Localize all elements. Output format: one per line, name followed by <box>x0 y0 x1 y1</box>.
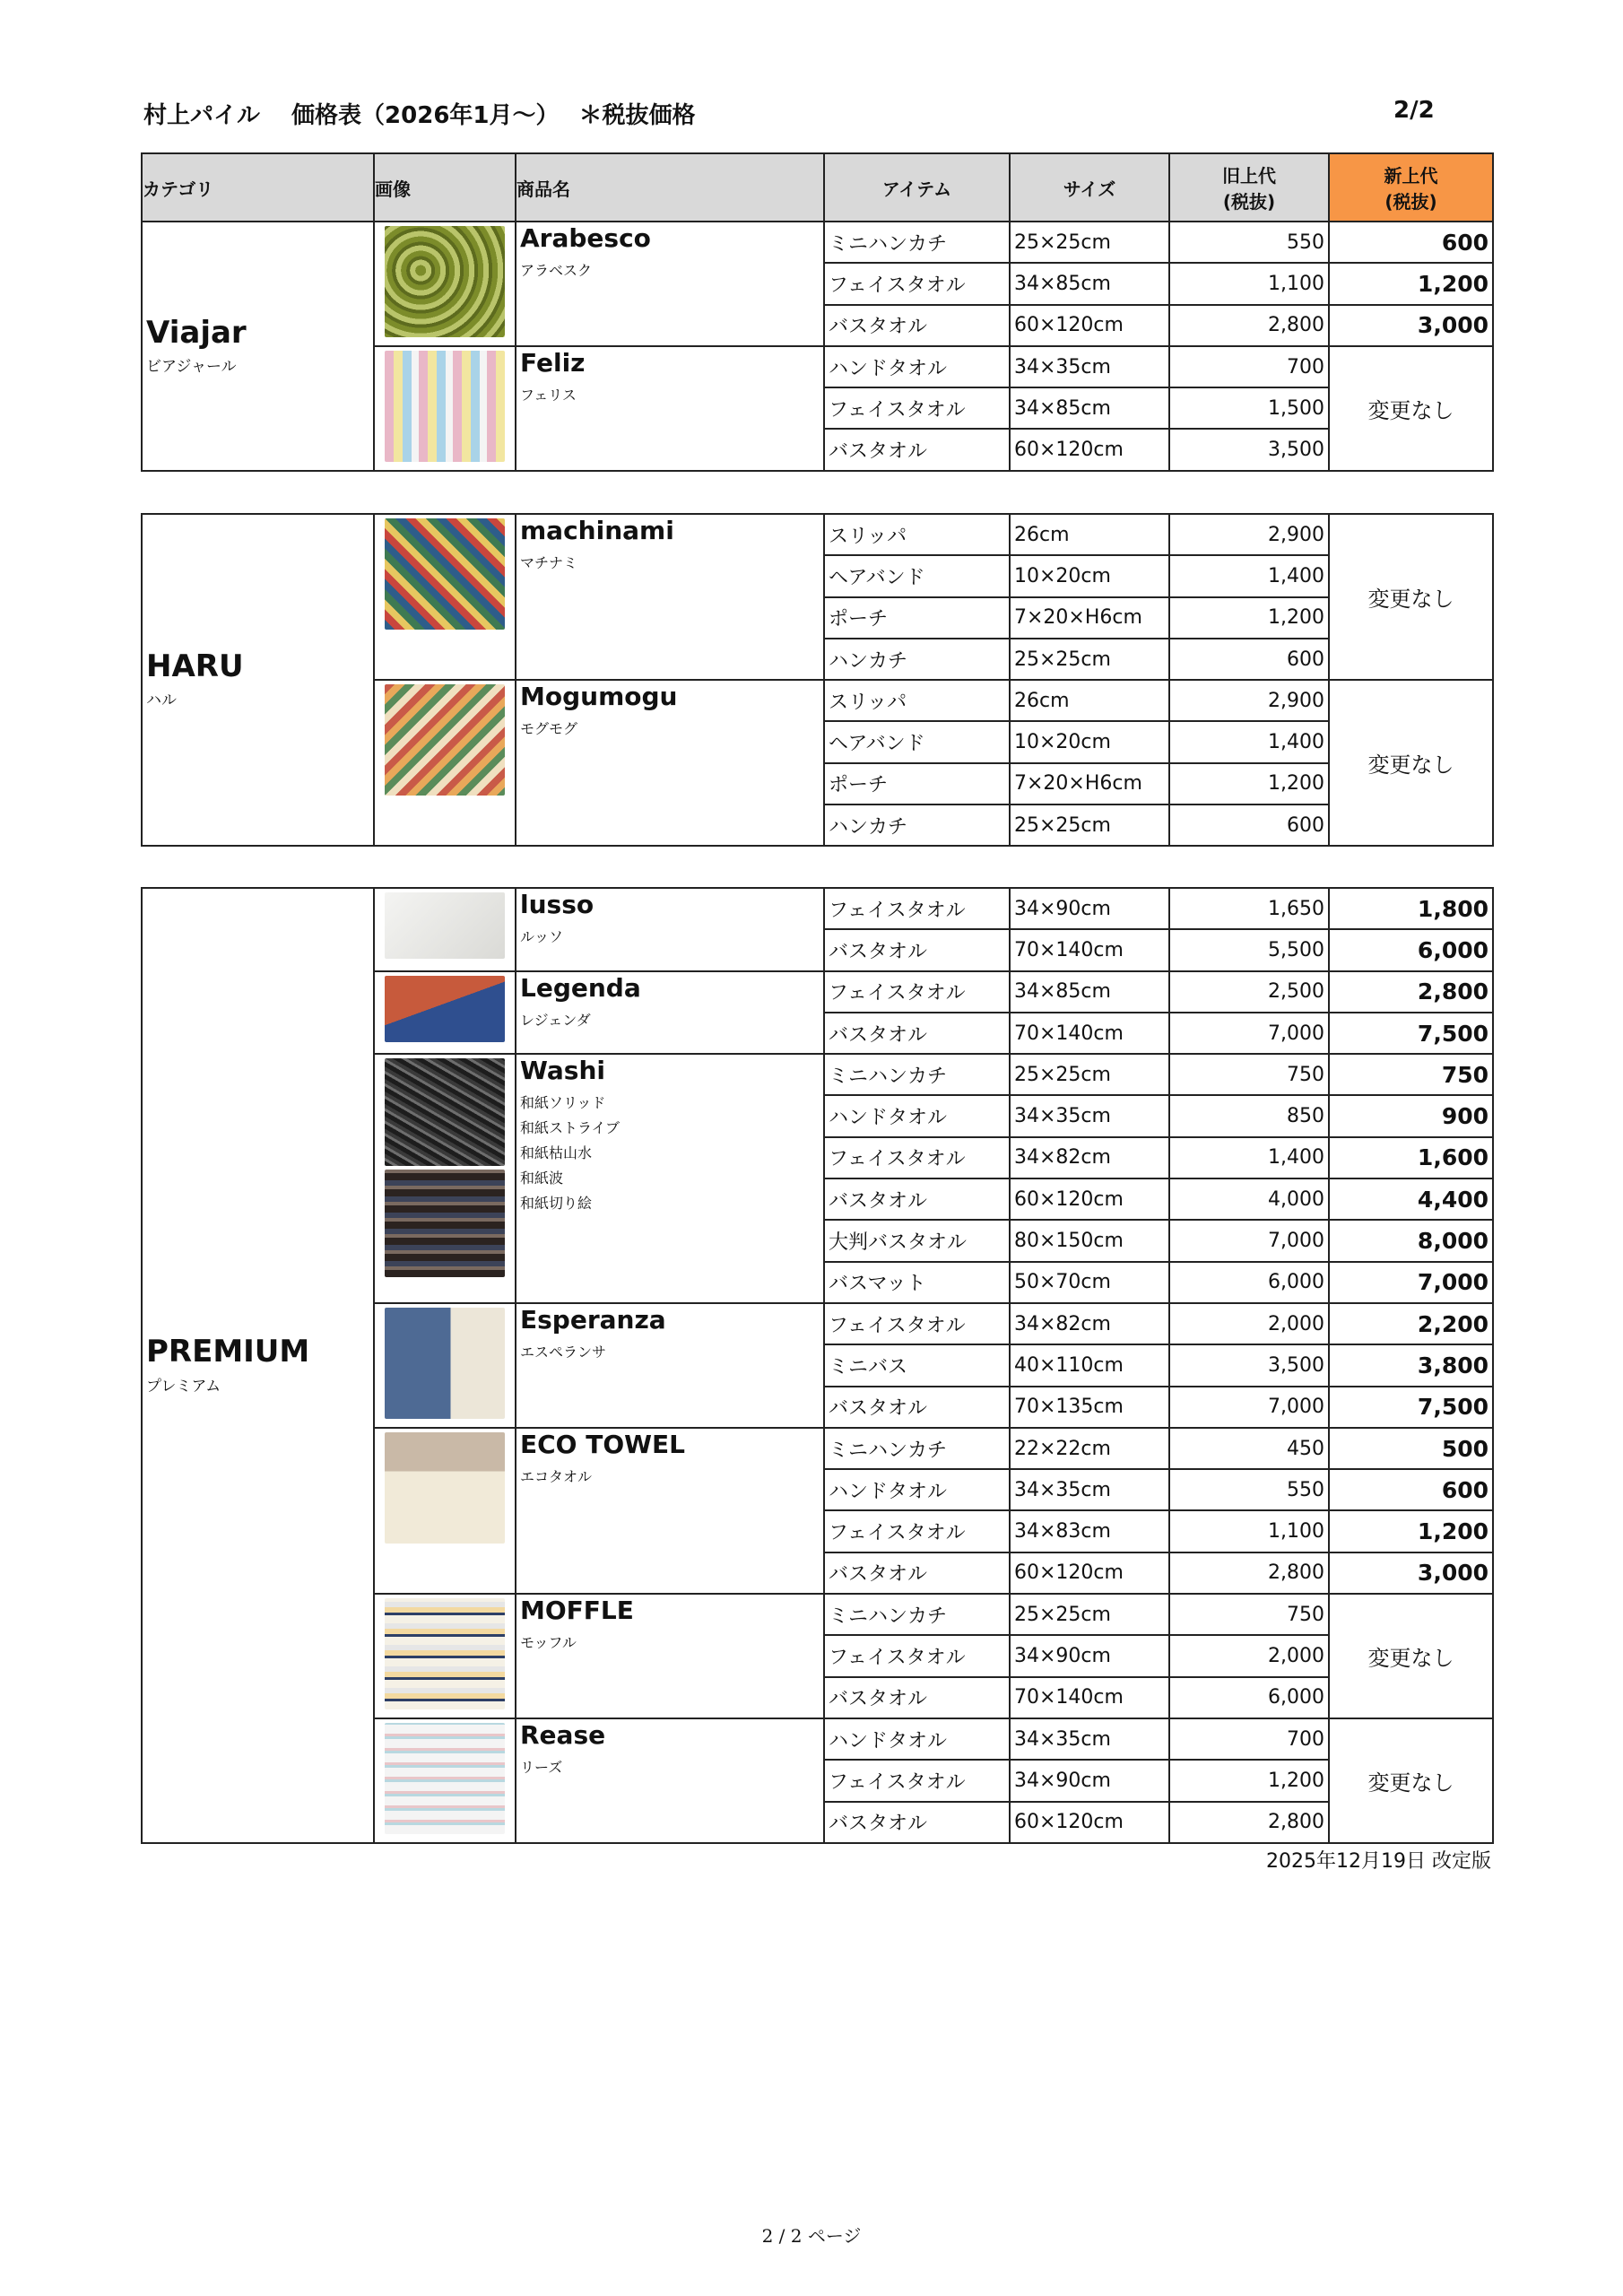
product-image-cell <box>374 1594 516 1718</box>
item-cell: ハンドタオル <box>824 346 1010 387</box>
size-cell: 25×25cm <box>1010 222 1169 263</box>
old-price-cell: 5,500 <box>1169 929 1329 970</box>
product-kana: 和紙ソリッド 和紙ストライブ 和紙枯山水 和紙波 和紙切り絵 <box>520 1094 621 1213</box>
product-kana: リーズ <box>520 1759 563 1777</box>
product-image-cell <box>374 971 516 1055</box>
footer-page-number: 2 / 2 ページ <box>761 2225 862 2247</box>
old-price-cell: 1,200 <box>1169 763 1329 804</box>
old-price-cell: 1,100 <box>1169 263 1329 304</box>
mogumogu-image <box>385 684 505 796</box>
product-name: Mogumogu <box>520 682 678 712</box>
old-price-cell: 2,800 <box>1169 305 1329 346</box>
product-name: machinami <box>520 516 674 545</box>
old-price-cell: 1,200 <box>1169 597 1329 639</box>
new-price-cell: 7,500 <box>1329 1013 1493 1054</box>
feliz-towel-image <box>385 351 505 462</box>
product-name-cell <box>516 971 824 1055</box>
item-cell: ハンカチ <box>824 804 1010 846</box>
product-image-cell <box>374 1303 516 1428</box>
old-price-cell: 2,800 <box>1169 1552 1329 1594</box>
product-name: Arabesco <box>520 223 651 253</box>
old-price-cell: 550 <box>1169 222 1329 263</box>
product-name-cell <box>516 1303 824 1428</box>
category-kana: プレミアム <box>146 1377 221 1396</box>
no-change-cell: 変更なし <box>1329 1718 1493 1843</box>
new-price-cell: 7,500 <box>1329 1387 1493 1428</box>
no-change-cell: 変更なし <box>1329 346 1493 471</box>
header-new-price: 新上代 (税抜) <box>1329 153 1493 222</box>
page-indicator: 2/2 <box>1393 97 1435 124</box>
size-cell: 34×83cm <box>1010 1510 1169 1552</box>
price-table-premium <box>141 887 1494 1844</box>
header-product: 商品名 <box>516 153 824 222</box>
category-name: HARU <box>146 648 244 684</box>
old-price-cell: 750 <box>1169 1054 1329 1095</box>
new-price-cell: 900 <box>1329 1095 1493 1136</box>
product-name-cell <box>516 346 824 471</box>
old-price-cell: 2,800 <box>1169 1802 1329 1843</box>
price-table-viajar <box>141 152 1494 472</box>
size-cell: 80×150cm <box>1010 1220 1169 1261</box>
size-cell: 34×82cm <box>1010 1137 1169 1178</box>
item-cell: ミニハンカチ <box>824 1054 1010 1095</box>
no-change-cell: 変更なし <box>1329 514 1493 680</box>
item-cell: バスタオル <box>824 1013 1010 1054</box>
old-price-cell: 1,400 <box>1169 1137 1329 1178</box>
item-cell: バスタオル <box>824 305 1010 346</box>
size-cell: 25×25cm <box>1010 1054 1169 1095</box>
old-price-cell: 2,500 <box>1169 971 1329 1013</box>
new-price-cell: 2,200 <box>1329 1303 1493 1344</box>
old-price-cell: 2,000 <box>1169 1635 1329 1676</box>
product-name-cell <box>516 1594 824 1718</box>
old-price-cell: 1,650 <box>1169 888 1329 929</box>
item-cell: バスタオル <box>824 1802 1010 1843</box>
item-cell: スリッパ <box>824 680 1010 721</box>
product-image-cell <box>374 888 516 971</box>
size-cell: 60×120cm <box>1010 305 1169 346</box>
size-cell: 70×140cm <box>1010 1013 1169 1054</box>
size-cell: 34×35cm <box>1010 1469 1169 1510</box>
size-cell: 60×120cm <box>1010 429 1169 470</box>
item-cell: フェイスタオル <box>824 1303 1010 1344</box>
item-cell: バスタオル <box>824 429 1010 470</box>
size-cell: 25×25cm <box>1010 1594 1169 1635</box>
item-cell: フェイスタオル <box>824 971 1010 1013</box>
size-cell: 26cm <box>1010 514 1169 555</box>
category-name: PREMIUM <box>146 1334 310 1370</box>
product-image-cell <box>374 1054 516 1303</box>
old-price-cell: 700 <box>1169 1718 1329 1760</box>
size-cell: 60×120cm <box>1010 1802 1169 1843</box>
category-cell <box>142 222 374 471</box>
category-kana: ハル <box>146 691 177 710</box>
item-cell: ポーチ <box>824 763 1010 804</box>
size-cell: 40×110cm <box>1010 1344 1169 1386</box>
item-cell: ヘアバンド <box>824 555 1010 596</box>
item-cell: ポーチ <box>824 597 1010 639</box>
item-cell: フェイスタオル <box>824 1760 1010 1801</box>
old-price-cell: 7,000 <box>1169 1013 1329 1054</box>
item-cell: フェイスタオル <box>824 888 1010 929</box>
old-price-cell: 7,000 <box>1169 1387 1329 1428</box>
item-cell: フェイスタオル <box>824 387 1010 429</box>
header-category: カテゴリ <box>142 153 374 222</box>
size-cell: 34×90cm <box>1010 1635 1169 1676</box>
item-cell: フェイスタオル <box>824 1510 1010 1552</box>
machinami-image <box>385 518 505 630</box>
size-cell: 34×35cm <box>1010 1095 1169 1136</box>
item-cell: バスタオル <box>824 929 1010 970</box>
product-image-cell <box>374 346 516 471</box>
item-cell: バスタオル <box>824 1387 1010 1428</box>
price-table-haru <box>141 513 1494 847</box>
old-price-cell: 1,400 <box>1169 721 1329 762</box>
size-cell: 34×82cm <box>1010 1303 1169 1344</box>
item-cell: バスマット <box>824 1262 1010 1303</box>
product-name-cell <box>516 888 824 971</box>
product-kana: アラベスク <box>520 262 593 280</box>
new-price-cell: 3,000 <box>1329 1552 1493 1594</box>
new-price-cell: 6,000 <box>1329 929 1493 970</box>
category-name: Viajar <box>146 314 247 351</box>
size-cell: 60×120cm <box>1010 1178 1169 1220</box>
old-price-cell: 600 <box>1169 804 1329 846</box>
product-name: Esperanza <box>520 1304 666 1335</box>
item-cell: 大判バスタオル <box>824 1220 1010 1261</box>
washi-towel-box-image <box>385 1170 505 1277</box>
eco-towel-image <box>385 1432 505 1544</box>
old-price-cell: 850 <box>1169 1095 1329 1136</box>
new-price-cell: 3,000 <box>1329 305 1493 346</box>
no-change-cell: 変更なし <box>1329 1594 1493 1718</box>
product-name: Rease <box>520 1719 606 1750</box>
product-name: MOFFLE <box>520 1596 634 1626</box>
header-item: アイテム <box>824 153 1010 222</box>
size-cell: 26cm <box>1010 680 1169 721</box>
old-price-cell: 450 <box>1169 1428 1329 1469</box>
header-old-price: 旧上代 (税抜) <box>1169 153 1329 222</box>
table-row <box>142 514 1493 555</box>
product-kana: フェリス <box>520 387 577 404</box>
item-cell: フェイスタオル <box>824 263 1010 304</box>
category-cell <box>142 514 374 846</box>
old-price-cell: 750 <box>1169 1594 1329 1635</box>
document-title: 村上パイル 価格表（2026年1月～） ＊税抜価格 <box>143 102 696 129</box>
item-cell: バスタオル <box>824 1677 1010 1718</box>
size-cell: 25×25cm <box>1010 804 1169 846</box>
washi-towel-image <box>385 1058 505 1166</box>
product-kana: モグモグ <box>520 720 578 738</box>
item-cell: ハンカチ <box>824 639 1010 680</box>
size-cell: 34×85cm <box>1010 387 1169 429</box>
old-price-cell: 3,500 <box>1169 1344 1329 1386</box>
size-cell: 34×90cm <box>1010 888 1169 929</box>
product-image-cell <box>374 680 516 846</box>
old-price-cell: 2,900 <box>1169 680 1329 721</box>
lusso-towel-image <box>385 892 505 959</box>
product-name-cell <box>516 1428 824 1594</box>
rease-towel-image <box>385 1723 505 1834</box>
old-price-cell: 6,000 <box>1169 1677 1329 1718</box>
product-kana: レジェンダ <box>520 1011 591 1029</box>
old-price-cell: 6,000 <box>1169 1262 1329 1303</box>
new-price-cell: 600 <box>1329 222 1493 263</box>
item-cell: バスタオル <box>824 1552 1010 1594</box>
no-change-cell: 変更なし <box>1329 680 1493 846</box>
item-cell: バスタオル <box>824 1178 1010 1220</box>
old-price-cell: 1,100 <box>1169 1510 1329 1552</box>
size-cell: 70×140cm <box>1010 1677 1169 1718</box>
size-cell: 25×25cm <box>1010 639 1169 680</box>
new-price-cell: 3,800 <box>1329 1344 1493 1386</box>
size-cell: 70×135cm <box>1010 1387 1169 1428</box>
old-price-cell: 7,000 <box>1169 1220 1329 1261</box>
arabesco-towel-image <box>385 226 505 337</box>
product-image-cell <box>374 514 516 680</box>
product-name-cell <box>516 222 824 346</box>
item-cell: フェイスタオル <box>824 1137 1010 1178</box>
size-cell: 34×85cm <box>1010 263 1169 304</box>
old-price-cell: 2,900 <box>1169 514 1329 555</box>
new-price-cell: 1,800 <box>1329 888 1493 929</box>
new-price-cell: 2,800 <box>1329 971 1493 1013</box>
new-price-cell: 7,000 <box>1329 1262 1493 1303</box>
product-name-cell <box>516 514 824 680</box>
table-row <box>142 222 1493 263</box>
esperanza-towel-image <box>385 1308 505 1419</box>
legenda-towel-image <box>385 976 505 1042</box>
product-kana: エコタオル <box>520 1468 593 1486</box>
product-name-cell <box>516 680 824 846</box>
header-image: 画像 <box>374 153 516 222</box>
product-kana: モッフル <box>520 1634 577 1652</box>
size-cell: 70×140cm <box>1010 929 1169 970</box>
moffle-towel-image <box>385 1598 505 1709</box>
product-name: Washi <box>520 1056 605 1086</box>
old-price-cell: 1,400 <box>1169 555 1329 596</box>
item-cell: ハンドタオル <box>824 1095 1010 1136</box>
new-price-cell: 500 <box>1329 1428 1493 1469</box>
product-image-cell <box>374 1718 516 1843</box>
new-price-cell: 4,400 <box>1329 1178 1493 1220</box>
product-name-cell <box>516 1054 824 1303</box>
product-name: ECO TOWEL <box>520 1429 685 1459</box>
item-cell: ミニバス <box>824 1344 1010 1386</box>
item-cell: ミニハンカチ <box>824 222 1010 263</box>
product-image-cell <box>374 1428 516 1594</box>
product-name: lusso <box>520 890 595 919</box>
item-cell: ミニハンカチ <box>824 1428 1010 1469</box>
product-kana: エスペランサ <box>520 1344 607 1361</box>
size-cell: 7×20×H6cm <box>1010 763 1169 804</box>
size-cell: 10×20cm <box>1010 555 1169 596</box>
new-price-cell: 600 <box>1329 1469 1493 1510</box>
product-kana: ルッソ <box>520 928 564 946</box>
item-cell: ハンドタオル <box>824 1718 1010 1760</box>
item-cell: ミニハンカチ <box>824 1594 1010 1635</box>
old-price-cell: 2,000 <box>1169 1303 1329 1344</box>
size-cell: 34×35cm <box>1010 346 1169 387</box>
item-cell: スリッパ <box>824 514 1010 555</box>
header-size: サイズ <box>1010 153 1169 222</box>
size-cell: 7×20×H6cm <box>1010 597 1169 639</box>
table-row <box>142 888 1493 929</box>
category-cell <box>142 888 374 1843</box>
old-price-cell: 1,200 <box>1169 1760 1329 1801</box>
new-price-cell: 1,600 <box>1329 1137 1493 1178</box>
new-price-cell: 750 <box>1329 1054 1493 1095</box>
old-price-cell: 3,500 <box>1169 429 1329 470</box>
new-price-cell: 8,000 <box>1329 1220 1493 1261</box>
old-price-cell: 600 <box>1169 639 1329 680</box>
size-cell: 22×22cm <box>1010 1428 1169 1469</box>
product-kana: マチナミ <box>520 554 578 572</box>
size-cell: 60×120cm <box>1010 1552 1169 1594</box>
old-price-cell: 550 <box>1169 1469 1329 1510</box>
item-cell: フェイスタオル <box>824 1635 1010 1676</box>
size-cell: 50×70cm <box>1010 1262 1169 1303</box>
old-price-cell: 1,500 <box>1169 387 1329 429</box>
size-cell: 34×35cm <box>1010 1718 1169 1760</box>
size-cell: 10×20cm <box>1010 721 1169 762</box>
product-name: Legenda <box>520 972 641 1003</box>
product-name-cell <box>516 1718 824 1843</box>
item-cell: ヘアバンド <box>824 721 1010 762</box>
size-cell: 34×85cm <box>1010 971 1169 1013</box>
old-price-cell: 4,000 <box>1169 1178 1329 1220</box>
item-cell: ハンドタオル <box>824 1469 1010 1510</box>
new-price-cell: 1,200 <box>1329 1510 1493 1552</box>
product-image-cell <box>374 222 516 346</box>
new-price-cell: 1,200 <box>1329 263 1493 304</box>
size-cell: 34×90cm <box>1010 1760 1169 1801</box>
revision-date: 2025年12月19日 改定版 <box>1266 1850 1491 1873</box>
old-price-cell: 700 <box>1169 346 1329 387</box>
table-header-row <box>142 153 1493 222</box>
category-kana: ビアジャール <box>146 358 237 377</box>
product-name: Feliz <box>520 347 586 378</box>
